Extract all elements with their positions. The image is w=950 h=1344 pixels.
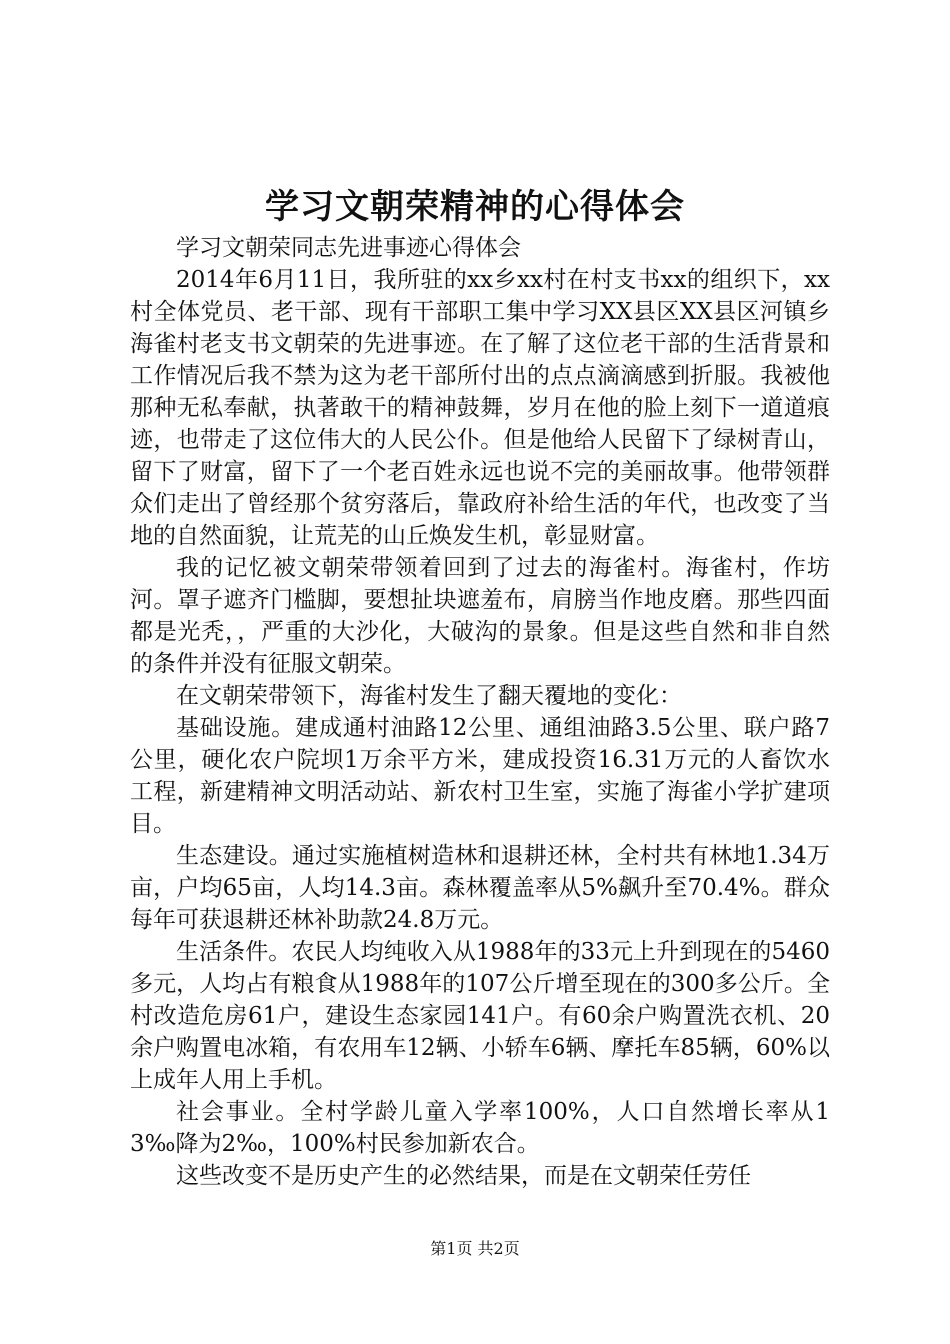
paragraph: 在文朝荣带领下，海雀村发生了翻天覆地的变化： [176, 683, 682, 709]
document-title: 学习文朝荣精神的心得体会 [265, 187, 685, 227]
paragraph: 生活条件。农民人均纯收入从1988年的33元上升到现在的5460多元，人均占有粮食从1988年的107公斤增至现在的300多公斤。全村改造危房61户，建设生态家园141户。有60余户购置洗衣机、20余户购置电冰箱，有农用车12辆、小轿车6辆、摩托车85辆，60%以上成年人用上手机。 [130, 939, 830, 1093]
paragraph: 这些改变不是历史产生的必然结果，而是在文朝荣任劳任 [176, 1163, 751, 1189]
paragraph: 2014年6月11日，我所驻的xx乡xx村在村支书xx的组织下，xx村全体党员、老干部、现有干部职工集中学习XX县区XX县区河镇乡海雀村老支书文朝荣的先进事迹。在了解了这位老干部的生活背景和工作情况后我不禁为这为老干部所付出的点点滴滴感到折服。我被他那种无私奉献，执著敢干的精神鼓舞，岁月在他的脸上刻下一道道痕迹，也带走了这位伟大的人民公仆。但是他给人民留下了绿树青山，留下了财富，留下了一个老百姓永远也说不完的美丽故事。他带领群众们走出了曾经那个贫穷落后，靠政府补给生活的年代，也改变了当地的自然面貌，让荒芜的山丘焕发生机，彰显财富。 [130, 267, 830, 549]
page-number-footer: 第1页 共2页 [430, 1239, 520, 1258]
document-body [130, 232, 830, 1192]
paragraph: 社会事业。全村学龄儿童入学率100%，人口自然增长率从13‰降为2‰，100%村民参加新农合。 [130, 1099, 830, 1157]
paragraph: 基础设施。建成通村油路12公里、通组油路3.5公里、联户路7公里，硬化农户院坝1万余平方米，建成投资16.31万元的人畜饮水工程，新建精神文明活动站、新农村卫生室，实施了海雀小学扩建项目。 [130, 715, 830, 837]
paragraph-subtitle: 学习文朝荣同志先进事迹心得体会 [176, 235, 521, 261]
paragraph: 我的记忆被文朝荣带领着回到了过去的海雀村。海雀村，作坊河。罩子遮齐门槛脚，要想扯块遮羞布，肩膀当作地皮磨。那些四面都是光秃，，严重的大沙化，大破沟的景象。但是这些自然和非自然的条件并没有征服文朝荣。 [130, 555, 830, 677]
paragraph: 生态建设。通过实施植树造林和退耕还林，全村共有林地1.34万亩，户均65亩，人均14.3亩。森林覆盖率从5%飙升至70.4%。群众每年可获退耕还林补助款24.8万元。 [130, 843, 830, 933]
